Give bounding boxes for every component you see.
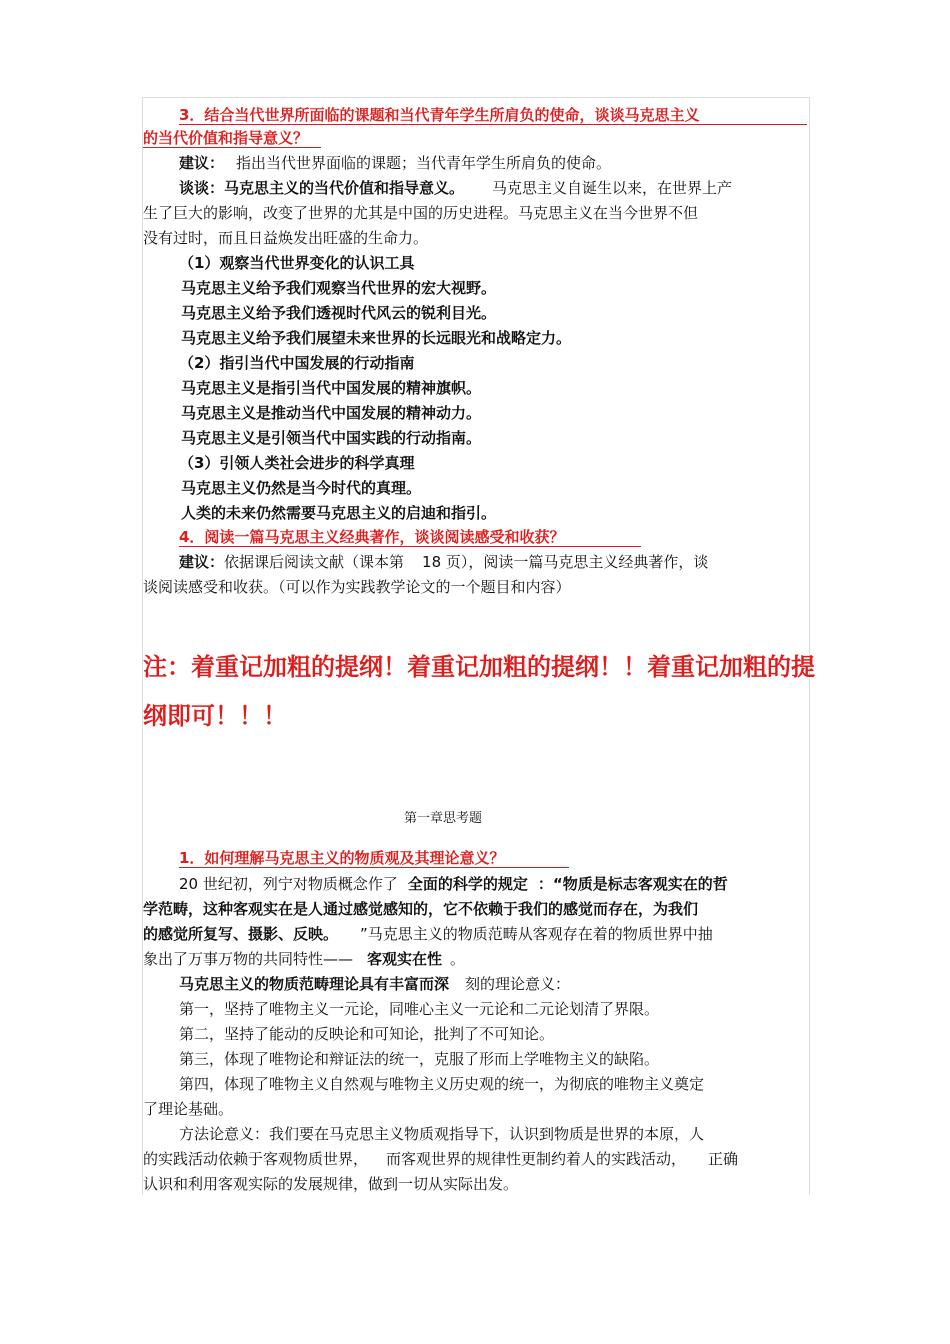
question-3-line1: 3．结合当代世界所面临的课题和当代青年学生所肩负的使命，谈谈马克思主义: [179, 106, 700, 124]
heading-2-item: 马克思主义是推动当代中国发展的精神动力。: [181, 404, 482, 422]
point-1: 第一，坚持了唯物主义一元论，同唯心主义一元论和二元论划清了界限。: [179, 1000, 660, 1018]
question-3-line2: 的当代价值和指导意义？: [143, 129, 309, 147]
suggestion-line: [179, 153, 611, 173]
heading-3-item: 马克思主义仍然是当今时代的真理。: [181, 479, 422, 497]
talk-line1: [179, 178, 732, 198]
para2-text-b: 刻的理论意义：: [465, 975, 571, 993]
chapter-title: 第一章思考题: [403, 811, 482, 826]
question-3-underline-2: [143, 147, 321, 148]
point-4-line2: 了理论基础。: [143, 1100, 234, 1118]
para1-line4-c: 。: [450, 950, 466, 968]
heading-3: （3）引领人类社会进步的科学真理: [179, 454, 415, 472]
para1-text-b: 全面的科学的规定: [407, 875, 528, 893]
heading-2-item: 马克思主义是引领当代中国实践的行动指南。: [181, 429, 482, 447]
q4-suggestion-line2: 谈阅读感受和收获。（可以作为实践教学论文的一个题目和内容）: [143, 578, 571, 596]
heading-3-item: 人类的未来仍然需要马克思主义的启迪和指引。: [181, 504, 497, 522]
para1-text-c: ：“物质是标志客观实在的哲: [537, 875, 728, 893]
para2-line: [179, 974, 570, 994]
para1-text-a: 20 世纪初，列宁对物质概念作了: [179, 875, 398, 893]
point-2: 第二，坚持了能动的反映论和可知论，批判了不可知论。: [179, 1025, 555, 1043]
talk-line3: 没有过时，而且日益焕发出旺盛的生命力。: [143, 229, 429, 247]
question-4-underline: [179, 546, 641, 547]
emphasis-note-line2: 纲即可！！！: [143, 702, 287, 730]
para2-text-a: 马克思主义的物质范畴理论具有丰富而深: [179, 975, 450, 993]
chapter1-question-1-underline: [179, 867, 569, 868]
para1-line3: [143, 924, 713, 944]
point-3: 第三，体现了唯物论和辩证法的统一，克服了形而上学唯物主义的缺陷。: [179, 1050, 660, 1068]
para1-line2: 学范畴，这种客观实在是人通过感觉感知的，它不依赖于我们的感觉而存在，为我们: [143, 900, 699, 918]
method-line2: [143, 1149, 738, 1169]
talk-text-1: 马克思主义自诞生以来，在世界上产: [492, 179, 733, 197]
heading-1-item: 马克思主义给予我们展望未来世界的长远眼光和战略定力。: [181, 329, 572, 347]
suggestion-label: 建议：: [179, 154, 225, 172]
method-line2-b: 而客观世界的规律性更制约着人的实践活动，: [386, 1150, 687, 1168]
question-3-underline: [179, 124, 807, 125]
heading-2-item: 马克思主义是指引当代中国发展的精神旗帜。: [181, 379, 482, 397]
point-4: 第四，体现了唯物主义自然观与唯物主义历史观的统一，为彻底的唯物主义奠定: [179, 1075, 705, 1093]
page-top-rule: [143, 97, 809, 98]
para1-line4: [143, 949, 465, 969]
question-4: 4．阅读一篇马克思主义经典著作，谈谈阅读感受和收获？: [179, 528, 565, 546]
method-line3: 认识和利用客观实际的发展规律，做到一切从实际出发。: [143, 1175, 519, 1193]
q4-suggestion-line1: [179, 552, 708, 572]
q4-suggestion-label: 建议：: [179, 553, 225, 571]
para1-line3-a: 的感觉所复写、摄影、反映。: [143, 925, 339, 943]
para1-line1: [179, 874, 728, 894]
suggestion-text: 指出当代世界面临的课题；当代青年学生所肩负的使命。: [236, 154, 612, 172]
method-line1: 方法论意义：我们要在马克思主义物质观指导下，认识到物质是世界的本原，人: [179, 1125, 705, 1143]
talk-line2: 生了巨大的影响，改变了世界的尤其是中国的历史进程。马克思主义在当今世界不但: [143, 204, 699, 222]
method-line2-c: 正确: [708, 1150, 739, 1168]
para1-line4-a: 象出了万事万物的共同特性——: [143, 950, 354, 968]
method-line2-a: 的实践活动依赖于客观物质世界，: [143, 1150, 369, 1168]
chapter1-question-1: 1．如何理解马克思主义的物质观及其理论意义？: [179, 849, 505, 867]
para1-line3-b: ”马克思主义的物质范畴从客观存在着的物质世界中抽: [360, 925, 713, 943]
talk-label: 谈谈：马克思主义的当代价值和指导意义。: [179, 179, 465, 197]
heading-2: （2）指引当代中国发展的行动指南: [179, 354, 415, 372]
q4-suggestion-text-b: 18 页），阅读一篇马克思主义经典著作，谈: [422, 553, 709, 571]
q4-suggestion-text-a: 依据课后阅读文献（课本第: [224, 553, 405, 571]
document-page: [142, 97, 815, 1195]
emphasis-note-line1: 注：着重记加粗的提纲！着重记加粗的提纲！！着重记加粗的提: [143, 653, 815, 681]
heading-1: （1）观察当代世界变化的认识工具: [179, 254, 415, 272]
heading-1-item: 马克思主义给予我们透视时代风云的锐利目光。: [181, 304, 497, 322]
para1-line4-b: 客观实在性: [367, 950, 443, 968]
heading-1-item: 马克思主义给予我们观察当代世界的宏大视野。: [181, 279, 497, 297]
